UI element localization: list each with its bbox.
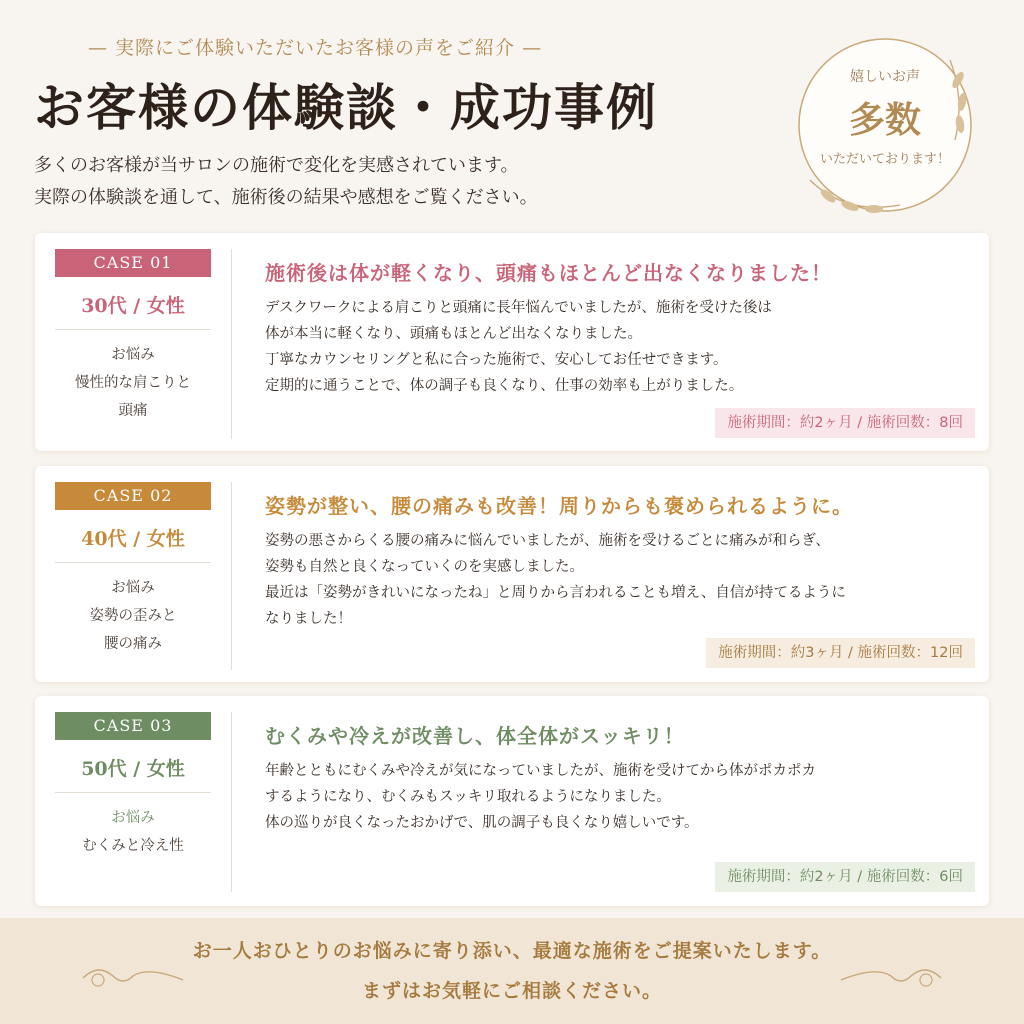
footer-line: お一人おひとりのお悩みに寄り添い、最適な施術をご提案いたします。	[192, 940, 832, 962]
case-headline: 姿勢が整い、腰の痛みも改善！周りからも褒められるように。	[265, 494, 853, 518]
customer-age: 30代 / 女性	[81, 295, 185, 317]
treatment-term: 施術期間：約3ヶ月 / 施術回数：12回	[706, 638, 975, 668]
worry-block	[55, 341, 211, 425]
treatment-term: 施術期間：約2ヶ月 / 施術回数：8回	[715, 408, 975, 438]
divider	[231, 712, 232, 892]
worry-text: 頭痛	[118, 403, 148, 419]
footer-line: まずはお気軽にご相談ください。	[361, 980, 662, 1002]
body-line: 体の巡りが良くなったおかげで、肌の調子も良くなり嬉しいです。	[265, 815, 699, 831]
tagline: — 実際にご体験いただいたお客様の声をご紹介 —	[88, 37, 543, 59]
case-body	[265, 758, 965, 836]
divider	[55, 562, 211, 563]
badge-line: いただいております！	[819, 152, 950, 167]
worry-block	[55, 804, 211, 860]
body-line: 姿勢の悪さからくる腰の痛みに悩んでいましたが、施術を受けるごとに痛みが和らぎ、	[265, 533, 830, 549]
page-title: お客様の体験談・成功事例	[34, 78, 658, 137]
worry-text: むくみと冷え性	[82, 838, 184, 854]
case-headline: 施術後は体が軽くなり、頭痛もほとんど出なくなりました！	[265, 261, 832, 285]
worry-title: お悩み	[111, 580, 155, 596]
body-line: なりました！	[265, 611, 352, 627]
body-line: デスクワークによる肩こりと頭痛に長年悩んでいましたが、施術を受けた後は	[265, 300, 772, 316]
flourish-icon	[836, 958, 946, 998]
worry-text: 慢性的な肩こりと	[75, 375, 191, 391]
case-card	[35, 233, 989, 451]
body-line: 年齢とともにむくみや冷えが気になっていましたが、施術を受けてから体がポカポカ	[265, 763, 816, 779]
case-label: CASE 02	[55, 482, 211, 510]
body-line: 体が本当に軽くなり、頭痛もほとんど出なくなりました。	[265, 326, 642, 342]
badge-highlight: 多数	[848, 99, 921, 141]
divider	[231, 482, 232, 670]
case-card	[35, 696, 989, 906]
worry-text: 腰の痛み	[104, 636, 162, 652]
divider	[55, 792, 211, 793]
case-body	[265, 528, 965, 632]
case-headline: むくみや冷えが改善し、体全体がスッキリ！	[265, 724, 685, 748]
reviews-badge	[790, 30, 980, 220]
body-line: 姿勢も自然と良くなっていくのを実感しました。	[265, 559, 584, 575]
body-line: 丁寧なカウンセリングと私に合った施術で、安心してお任せできます。	[265, 352, 728, 368]
body-line: 定期的に通うことで、体の調子も良くなり、仕事の効率も上がりました。	[265, 378, 744, 394]
case-label: CASE 03	[55, 712, 211, 740]
intro-line: 実際の体験談を通して、施術後の結果や感想をご覧ください。	[34, 187, 538, 208]
worry-block	[55, 574, 211, 658]
worry-text: 姿勢の歪みと	[89, 608, 177, 624]
flourish-icon	[78, 958, 188, 998]
footer-banner	[0, 918, 1024, 1024]
intro-line: 多くのお客様が当サロンの施術で変化を実感されています。	[34, 155, 519, 176]
worry-title: お悩み	[111, 810, 155, 826]
customer-age: 40代 / 女性	[81, 528, 185, 550]
body-line: するようになり、むくみもスッキリ取れるようになりました。	[265, 789, 671, 805]
badge-line: 嬉しいお声	[850, 69, 920, 85]
treatment-term: 施術期間：約2ヶ月 / 施術回数：6回	[715, 862, 975, 892]
divider	[231, 249, 232, 439]
customer-age: 50代 / 女性	[81, 758, 185, 780]
divider	[55, 329, 211, 330]
worry-title: お悩み	[111, 347, 155, 363]
body-line: 最近は「姿勢がきれいになったね」と周りから言われることも増え、自信が持てるように	[265, 585, 846, 601]
case-card	[35, 466, 989, 682]
case-label: CASE 01	[55, 249, 211, 277]
case-body	[265, 295, 965, 399]
intro-text	[34, 150, 538, 214]
